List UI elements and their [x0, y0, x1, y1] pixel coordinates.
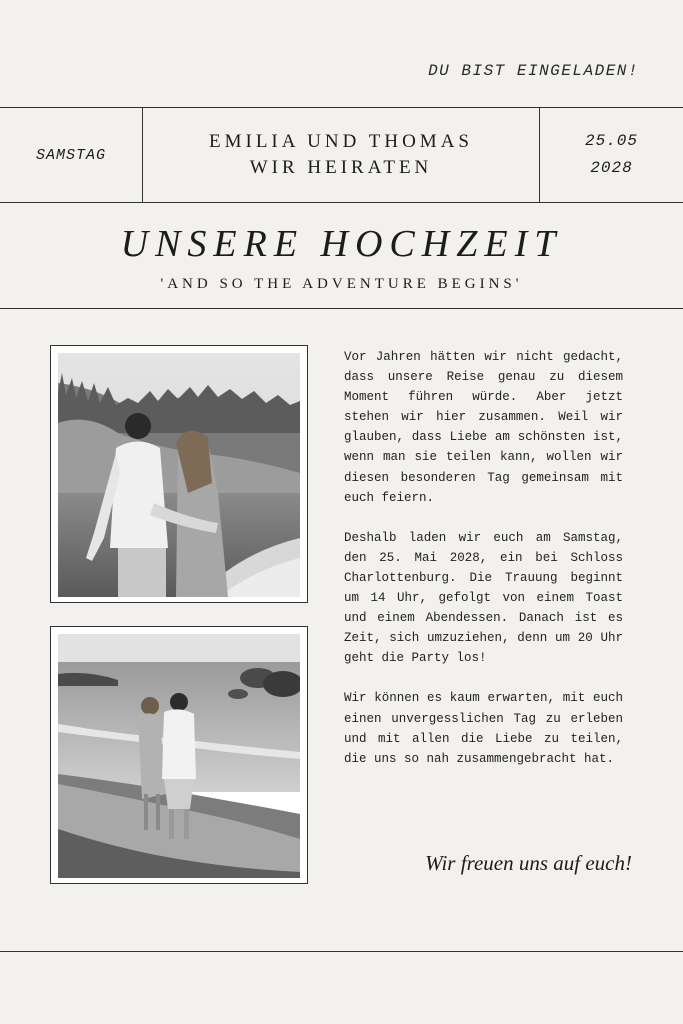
subtitle: 'AND SO THE ADVENTURE BEGINS'	[160, 276, 523, 292]
date-line-2: 2028	[590, 159, 633, 177]
names-line-1: EMILIA UND THOMAS	[209, 131, 473, 152]
sign-off: Wir freuen uns auf euch!	[425, 851, 632, 875]
paragraph-2: Deshalb laden wir euch am Samstag, den 25. Mai 2028, ein bei Schloss Charlottenburg. Die Trauung beginnt um 14 Uhr, gefolgt von einem Toast und einem Abendessen. Danach ist es Zeit, sich umzuziehen, denn um 20 Uhr geht die Party los!	[344, 530, 623, 666]
wedding-date	[539, 108, 683, 202]
photo-couple-embrace	[50, 345, 308, 603]
photo-couple-shoreline	[50, 626, 308, 884]
names-line-2: WIR HEIRATEN	[249, 157, 433, 178]
invitation-text	[344, 347, 623, 789]
divider-bottom	[0, 951, 683, 952]
couple-names	[143, 108, 539, 202]
main-title: UNSERE HOCHZEIT	[120, 223, 563, 265]
photo-couple-shoreline-image	[58, 634, 300, 878]
date-line-1: 25.05	[584, 132, 638, 150]
weekday: SAMSTAG	[0, 108, 143, 202]
header-band	[0, 107, 683, 203]
photo-couple-embrace-image	[58, 353, 300, 597]
paragraph-3: Wir können es kaum erwarten, mit euch einen unvergesslichen Tag zu erleben und mit allen die Liebe zu teilen, die uns so nah zusammengebracht hat.	[344, 691, 623, 766]
paragraph-1: Vor Jahren hätten wir nicht gedacht, dass unsere Reise genau zu diesem Moment führen würde. Aber jetzt stehen wir hier zusammen. Weil wir glauben, dass Liebe am schönsten ist, wenn man sie teilen kann, wollen wir diesen besonderen Tag gemeinsam mit euch feiern.	[344, 350, 623, 505]
invite-tag: DU BIST EINGELADEN!	[428, 62, 639, 80]
divider-top	[0, 308, 683, 309]
